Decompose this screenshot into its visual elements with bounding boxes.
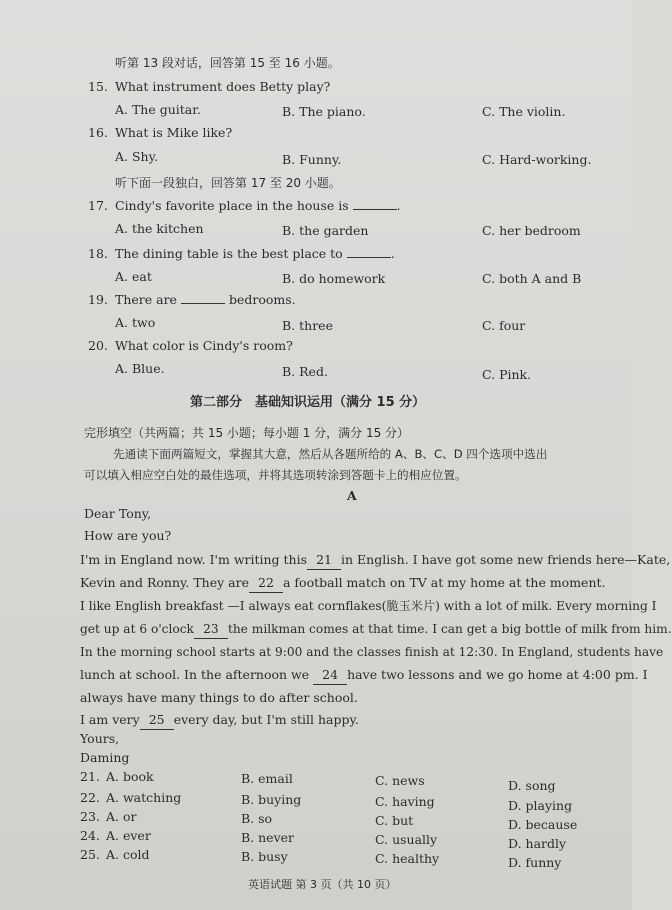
opt25-b: B. busy bbox=[241, 849, 288, 864]
blank-22: 22 bbox=[249, 574, 283, 593]
opt24-d: D. hardly bbox=[508, 836, 567, 851]
opt24-number: 24. bbox=[80, 828, 100, 843]
q18-text: The dining table is the best place to . bbox=[115, 246, 395, 261]
q20-text: What color is Cindy's room? bbox=[115, 338, 293, 353]
cloze-section-title: 完形填空（共两篇；共 15 小题；每小题 1 分，满分 15 分） bbox=[84, 426, 410, 440]
q20-option-b: B. Red. bbox=[282, 364, 328, 379]
q15-option-b: B. The piano. bbox=[282, 104, 366, 119]
part2-heading: 第二部分 基础知识运用（满分 15 分） bbox=[190, 395, 426, 410]
letter-line-8: I am very 25 every day, but I'm still happy. bbox=[80, 711, 359, 730]
blank-24: 24 bbox=[313, 666, 347, 685]
opt23-d: D. because bbox=[508, 817, 578, 832]
opt22-c: C. having bbox=[375, 794, 435, 809]
instruction-dialog-13: 听第 13 段对话，回答第 15 至 16 小题。 bbox=[115, 56, 340, 70]
opt21-a: A. book bbox=[106, 769, 154, 784]
letter-line-5: In the morning school starts at 9:00 and the classes finish at 12:30. In England, students have bbox=[80, 645, 664, 659]
opt25-c: C. healthy bbox=[375, 851, 440, 866]
letter-line-3: I like English breakfast —I always eat cornflakes(脆玉米片) with a lot of milk. Every morning I bbox=[80, 599, 657, 613]
letter-line-1: I'm in England now. I'm writing this 21 in English. I have got some new friends here—Kate, bbox=[80, 551, 670, 570]
opt21-d: D. song bbox=[508, 778, 556, 793]
q17-number: 17. bbox=[88, 198, 108, 213]
q16-option-b: B. Funny. bbox=[282, 152, 342, 167]
q16-number: 16. bbox=[88, 125, 108, 140]
letter-line-2: Kevin and Ronny. They are 22 a football match on TV at my home at the moment. bbox=[80, 574, 606, 593]
q15-option-c: C. The violin. bbox=[482, 104, 566, 119]
q19-number: 19. bbox=[88, 292, 108, 307]
opt24-b: B. never bbox=[241, 830, 295, 845]
opt21-number: 21. bbox=[80, 769, 100, 784]
page-footer: 英语试题 第 3 页（共 10 页） bbox=[248, 878, 397, 891]
q20-option-c: C. Pink. bbox=[482, 367, 532, 382]
blank-23: 23 bbox=[194, 620, 228, 639]
opt23-c: C. but bbox=[375, 813, 414, 828]
q16-option-a: A. Shy. bbox=[115, 149, 158, 164]
q18-option-c: C. both A and B bbox=[482, 271, 582, 286]
opt25-number: 25. bbox=[80, 847, 100, 862]
q19-text: There are bedrooms. bbox=[115, 292, 296, 307]
blank-21: 21 bbox=[307, 551, 341, 570]
q19-option-a: A. two bbox=[115, 315, 156, 330]
q19-option-b: B. three bbox=[282, 318, 333, 333]
opt23-a: A. or bbox=[106, 809, 137, 824]
cloze-instruction-line1: 先通读下面两篇短文，掌握其大意，然后从各题所给的 A、B、C、D 四个选项中选出 bbox=[113, 447, 548, 461]
letter-line-7: always have many things to do after school. bbox=[80, 690, 358, 705]
q16-text: What is Mike like? bbox=[115, 125, 233, 140]
q17-option-a: A. the kitchen bbox=[115, 221, 204, 236]
opt21-b: B. email bbox=[241, 771, 293, 786]
opt22-number: 22. bbox=[80, 790, 100, 805]
passage-label: A bbox=[347, 488, 357, 503]
instruction-monologue: 听下面一段独白，回答第 17 至 20 小题。 bbox=[115, 176, 341, 190]
letter-line-6: lunch at school. In the afternoon we 24 have two lessons and we go home at 4:00 pm. I bbox=[80, 666, 648, 685]
opt25-d: D. funny bbox=[508, 855, 562, 870]
blank-25: 25 bbox=[140, 711, 174, 730]
q17-option-b: B. the garden bbox=[282, 223, 369, 238]
cloze-instruction-line2: 可以填入相应空白处的最佳选项，并将其选项转涂到答题卡上的相应位置。 bbox=[84, 468, 467, 482]
opt23-b: B. so bbox=[241, 811, 273, 826]
q17-option-c: C. her bedroom bbox=[482, 223, 581, 238]
opt24-c: C. usually bbox=[375, 832, 438, 847]
letter-greeting: Dear Tony, bbox=[84, 506, 152, 521]
q19-option-c: C. four bbox=[482, 318, 526, 333]
opt21-c: C. news bbox=[375, 773, 425, 788]
q18-option-a: A. eat bbox=[115, 269, 152, 284]
opt25-a: A. cold bbox=[106, 847, 150, 862]
opt23-number: 23. bbox=[80, 809, 100, 824]
letter-closing: Yours, bbox=[80, 731, 120, 746]
q16-option-c: C. Hard-working. bbox=[482, 152, 592, 167]
q15-number: 15. bbox=[88, 79, 108, 94]
q20-number: 20. bbox=[88, 338, 108, 353]
letter-opening: How are you? bbox=[84, 528, 172, 543]
opt24-a: A. ever bbox=[106, 828, 151, 843]
opt22-a: A. watching bbox=[106, 790, 182, 805]
opt22-b: B. buying bbox=[241, 792, 302, 807]
opt22-d: D. playing bbox=[508, 798, 573, 813]
q18-number: 18. bbox=[88, 246, 108, 261]
q17-text: Cindy's favorite place in the house is . bbox=[115, 198, 401, 213]
q15-text: What instrument does Betty play? bbox=[115, 79, 331, 94]
letter-signature: Daming bbox=[80, 750, 130, 765]
q20-option-a: A. Blue. bbox=[115, 361, 165, 376]
q15-option-a: A. The guitar. bbox=[115, 102, 201, 117]
letter-line-4: get up at 6 o'clock 23 the milkman comes at that time. I can get a big bottle of milk from him. bbox=[80, 620, 672, 639]
q18-option-b: B. do homework bbox=[282, 271, 386, 286]
